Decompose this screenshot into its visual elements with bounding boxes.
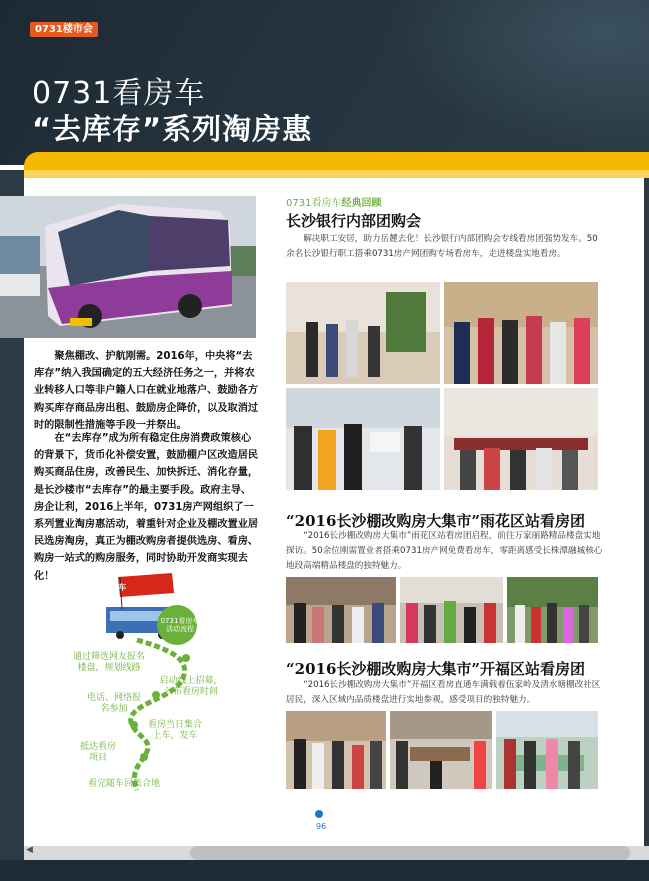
flow-step-5: 抵达看房项目 <box>79 742 116 763</box>
flow-badge <box>160 617 200 633</box>
paragraph-yuhua: “2016长沙棚改购房大集市”雨花区站看房团启程，前往万家丽路精品楼盘实地探访。50余位刚需置业者搭乘0731房产网免费看房车，零距离感受长株潭融城核心地段高端精品楼盘的独特魅力。 <box>286 531 603 571</box>
flow-step-2: 启动线上招募，公布看房时间 <box>159 676 223 697</box>
heading-yuhua: “2016长沙棚改购房大集市”雨花区站看房团 <box>286 512 586 530</box>
photo-kaifu-2 <box>390 711 492 789</box>
photo-bank-2 <box>444 282 598 384</box>
photo-yuhua-2 <box>400 577 503 643</box>
flow-step-1: 通过筛选网友报名楼盘，规划线路 <box>72 652 145 673</box>
section-label <box>286 194 381 209</box>
heading-kaifu: “2016长沙棚改购房大集市”开福区站看房团 <box>286 660 586 678</box>
flag-text: 0731看房车 <box>80 583 127 592</box>
photo-kaifu-1 <box>286 711 386 789</box>
section-tag: 0731楼市会 <box>30 22 98 37</box>
photo-kaifu-3 <box>496 711 598 789</box>
page-number-dot <box>315 810 323 818</box>
intro-paragraph-2: 在“去库存”成为所有稳定住房消费政策核心的背景下，货币化补偿安置，鼓励棚户区改造居民购买商品住房，改善民生、加快拆迁、消化存量，是长沙楼市“去库存”的最主要手段。政府主导、房企让利，2016上半年，0731房产网组织了一系列置业淘房惠活动，着重针对企业及棚改置业居民选房淘房，真正为棚改购房者提供选房、看房、购房一站式的购房服务，同时协助开发商实现去化！ <box>34 433 259 582</box>
flow-badge-line1: 0731看房车 <box>160 617 200 625</box>
scrollbar-thumb[interactable] <box>190 846 630 860</box>
photo-yuhua-3 <box>507 577 598 643</box>
flow-badge-line2: 活动流程 <box>166 625 194 633</box>
scroll-left-icon[interactable]: ◀ <box>26 845 33 855</box>
bus-photo <box>0 196 256 338</box>
flow-step-4: 看房当日集合上车，发车 <box>147 720 202 741</box>
footer-background <box>0 860 649 881</box>
page-subtitle: “去库存”系列淘房惠 <box>32 112 313 146</box>
photo-yuhua-1 <box>286 577 396 643</box>
section-label-prefix: 0731看房车 <box>286 198 342 209</box>
photo-bank-3 <box>286 388 440 490</box>
section-label-suffix: 经典回顾 <box>341 198 382 209</box>
flow-step-3: 电话、网络报名参加 <box>86 693 141 714</box>
flow-step-6: 看完随车回集合地 <box>87 779 160 789</box>
page-title: 0731看房车 <box>32 76 206 111</box>
right-edge <box>644 178 649 878</box>
photo-bank-1 <box>286 282 440 384</box>
intro-paragraph-1: 聚焦棚改、护航刚需。2016年，中央将“去库存”纳入我国确定的五大经济任务之一，并将农业转移人口等非户籍人口在就业地落户、鼓励各方购买库存商品房出租、鼓励房企降价，以及取消过时的限制性措施等手段一并祭出。 <box>34 351 259 431</box>
header-divider-light <box>24 170 649 178</box>
page-number: 96 <box>316 822 327 831</box>
heading-bank-group: 长沙银行内部团购会 <box>286 212 422 230</box>
paragraph-bank-group: 解决职工安居，助力岳麓去化！长沙银行内部团购会专线看房团强势发车。50余名长沙银行职工搭乘0731房产网团购专场看房车，走进楼盘实地看房。 <box>286 234 598 259</box>
paragraph-kaifu: “2016长沙棚改购房大集市”开福区看房直通车满载着伍家岭及清水塘棚改社区居民，深入区域内品质楼盘进行实地参观，感受项目的独特魅力。 <box>286 680 601 705</box>
photo-bank-4 <box>444 388 598 490</box>
header-divider <box>24 152 649 170</box>
